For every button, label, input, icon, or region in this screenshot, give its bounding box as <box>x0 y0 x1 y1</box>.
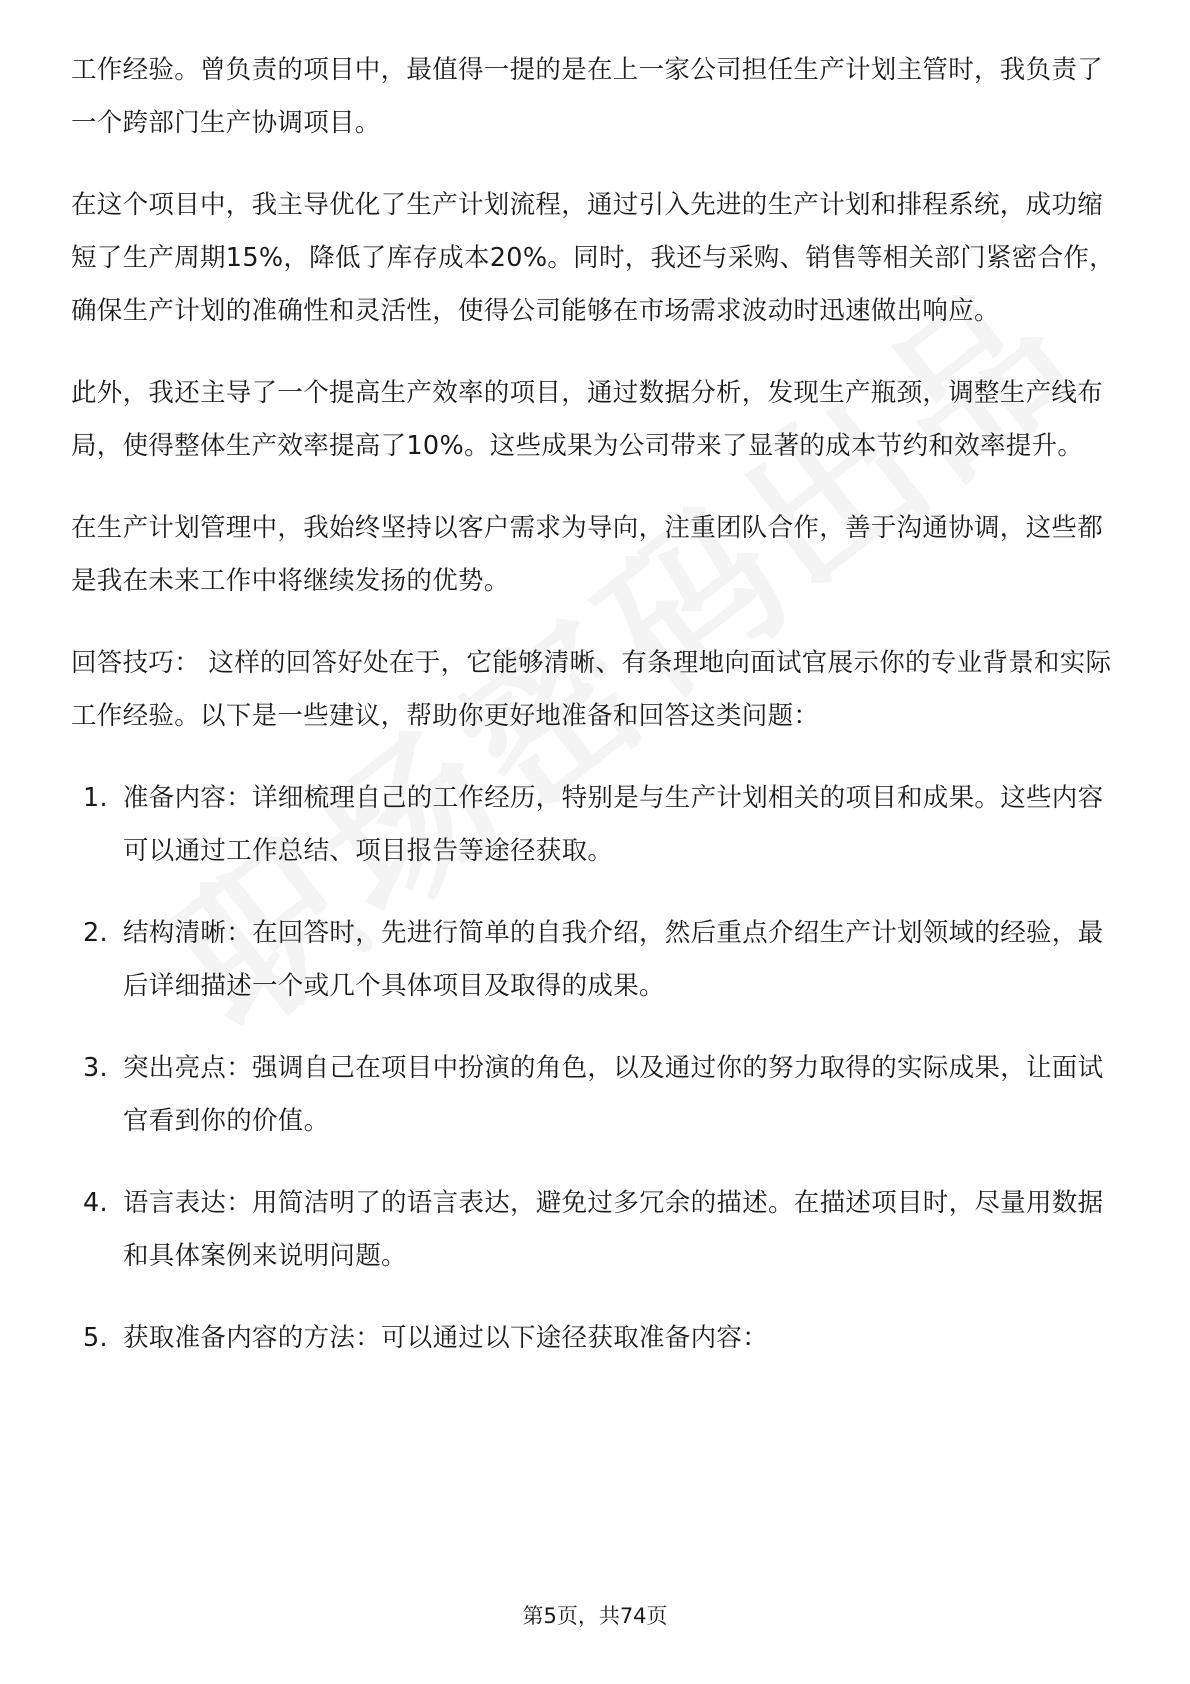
page-number: 第5页，共74页 <box>522 1604 668 1628</box>
list-item-text: 语言表达：用简洁明了的语言表达，避免过多冗余的描述。在描述项目时，尽量用数据和具体案例来说明问题。 <box>123 1188 1104 1271</box>
paragraph-intro: 工作经验。曾负责的项目中，最值得一提的是在上一家公司担任生产计划主管时，我负责了一个跨部门生产协调项目。 <box>71 55 1104 138</box>
list-item-number: 1. <box>83 783 108 813</box>
list-item <box>71 907 1121 1013</box>
paragraph-project-details: 在这个项目中，我主导优化了生产计划流程，通过引入先进的生产计划和排程系统，成功缩短了生产周期15%，降低了库存成本20%。同时，我还与采购、销售等相关部门紧密合作，确保生产计划的准确性和灵活性，使得公司能够在市场需求波动时迅速做出响应。 <box>71 190 1115 326</box>
paragraph-answer-tips: 回答技巧： 这样的回答好处在于，它能够清晰、有条理地向面试官展示你的专业背景和实际工作经验。以下是一些建议，帮助你更好地准备和回答这类问题： <box>71 648 1112 731</box>
list-item <box>71 1177 1121 1283</box>
list-item-number: 4. <box>83 1188 108 1218</box>
list-item-text: 结构清晰：在回答时，先进行简单的自我介绍，然后重点介绍生产计划领域的经验，最后详细描述一个或几个具体项目及取得的成果。 <box>123 918 1104 1001</box>
paragraph-philosophy: 在生产计划管理中，我始终坚持以客户需求为导向，注重团队合作，善于沟通协调，这些都是我在未来工作中将继续发扬的优势。 <box>71 513 1104 596</box>
list-item <box>71 1042 1121 1148</box>
document-body <box>71 44 1121 1394</box>
list-item-number: 5. <box>83 1323 108 1353</box>
page-footer <box>0 1600 1190 1630</box>
list-item <box>71 772 1121 878</box>
list-item-text: 获取准备内容的方法：可以通过以下途径获取准备内容： <box>123 1323 769 1353</box>
paragraph-efficiency-project: 此外，我还主导了一个提高生产效率的项目，通过数据分析，发现生产瓶颈，调整生产线布局，使得整体生产效率提高了10%。这些成果为公司带来了显著的成本节约和效率提升。 <box>71 378 1104 461</box>
list-item-number: 2. <box>83 918 108 948</box>
list-item-number: 3. <box>83 1053 108 1083</box>
tips-list <box>71 772 1121 1365</box>
list-item-text: 突出亮点：强调自己在项目中扮演的角色，以及通过你的努力取得的实际成果，让面试官看到你的价值。 <box>123 1053 1104 1136</box>
list-item <box>71 1312 1121 1365</box>
list-item-text: 准备内容：详细梳理自己的工作经历，特别是与生产计划相关的项目和成果。这些内容可以通过工作总结、项目报告等途径获取。 <box>123 783 1104 866</box>
